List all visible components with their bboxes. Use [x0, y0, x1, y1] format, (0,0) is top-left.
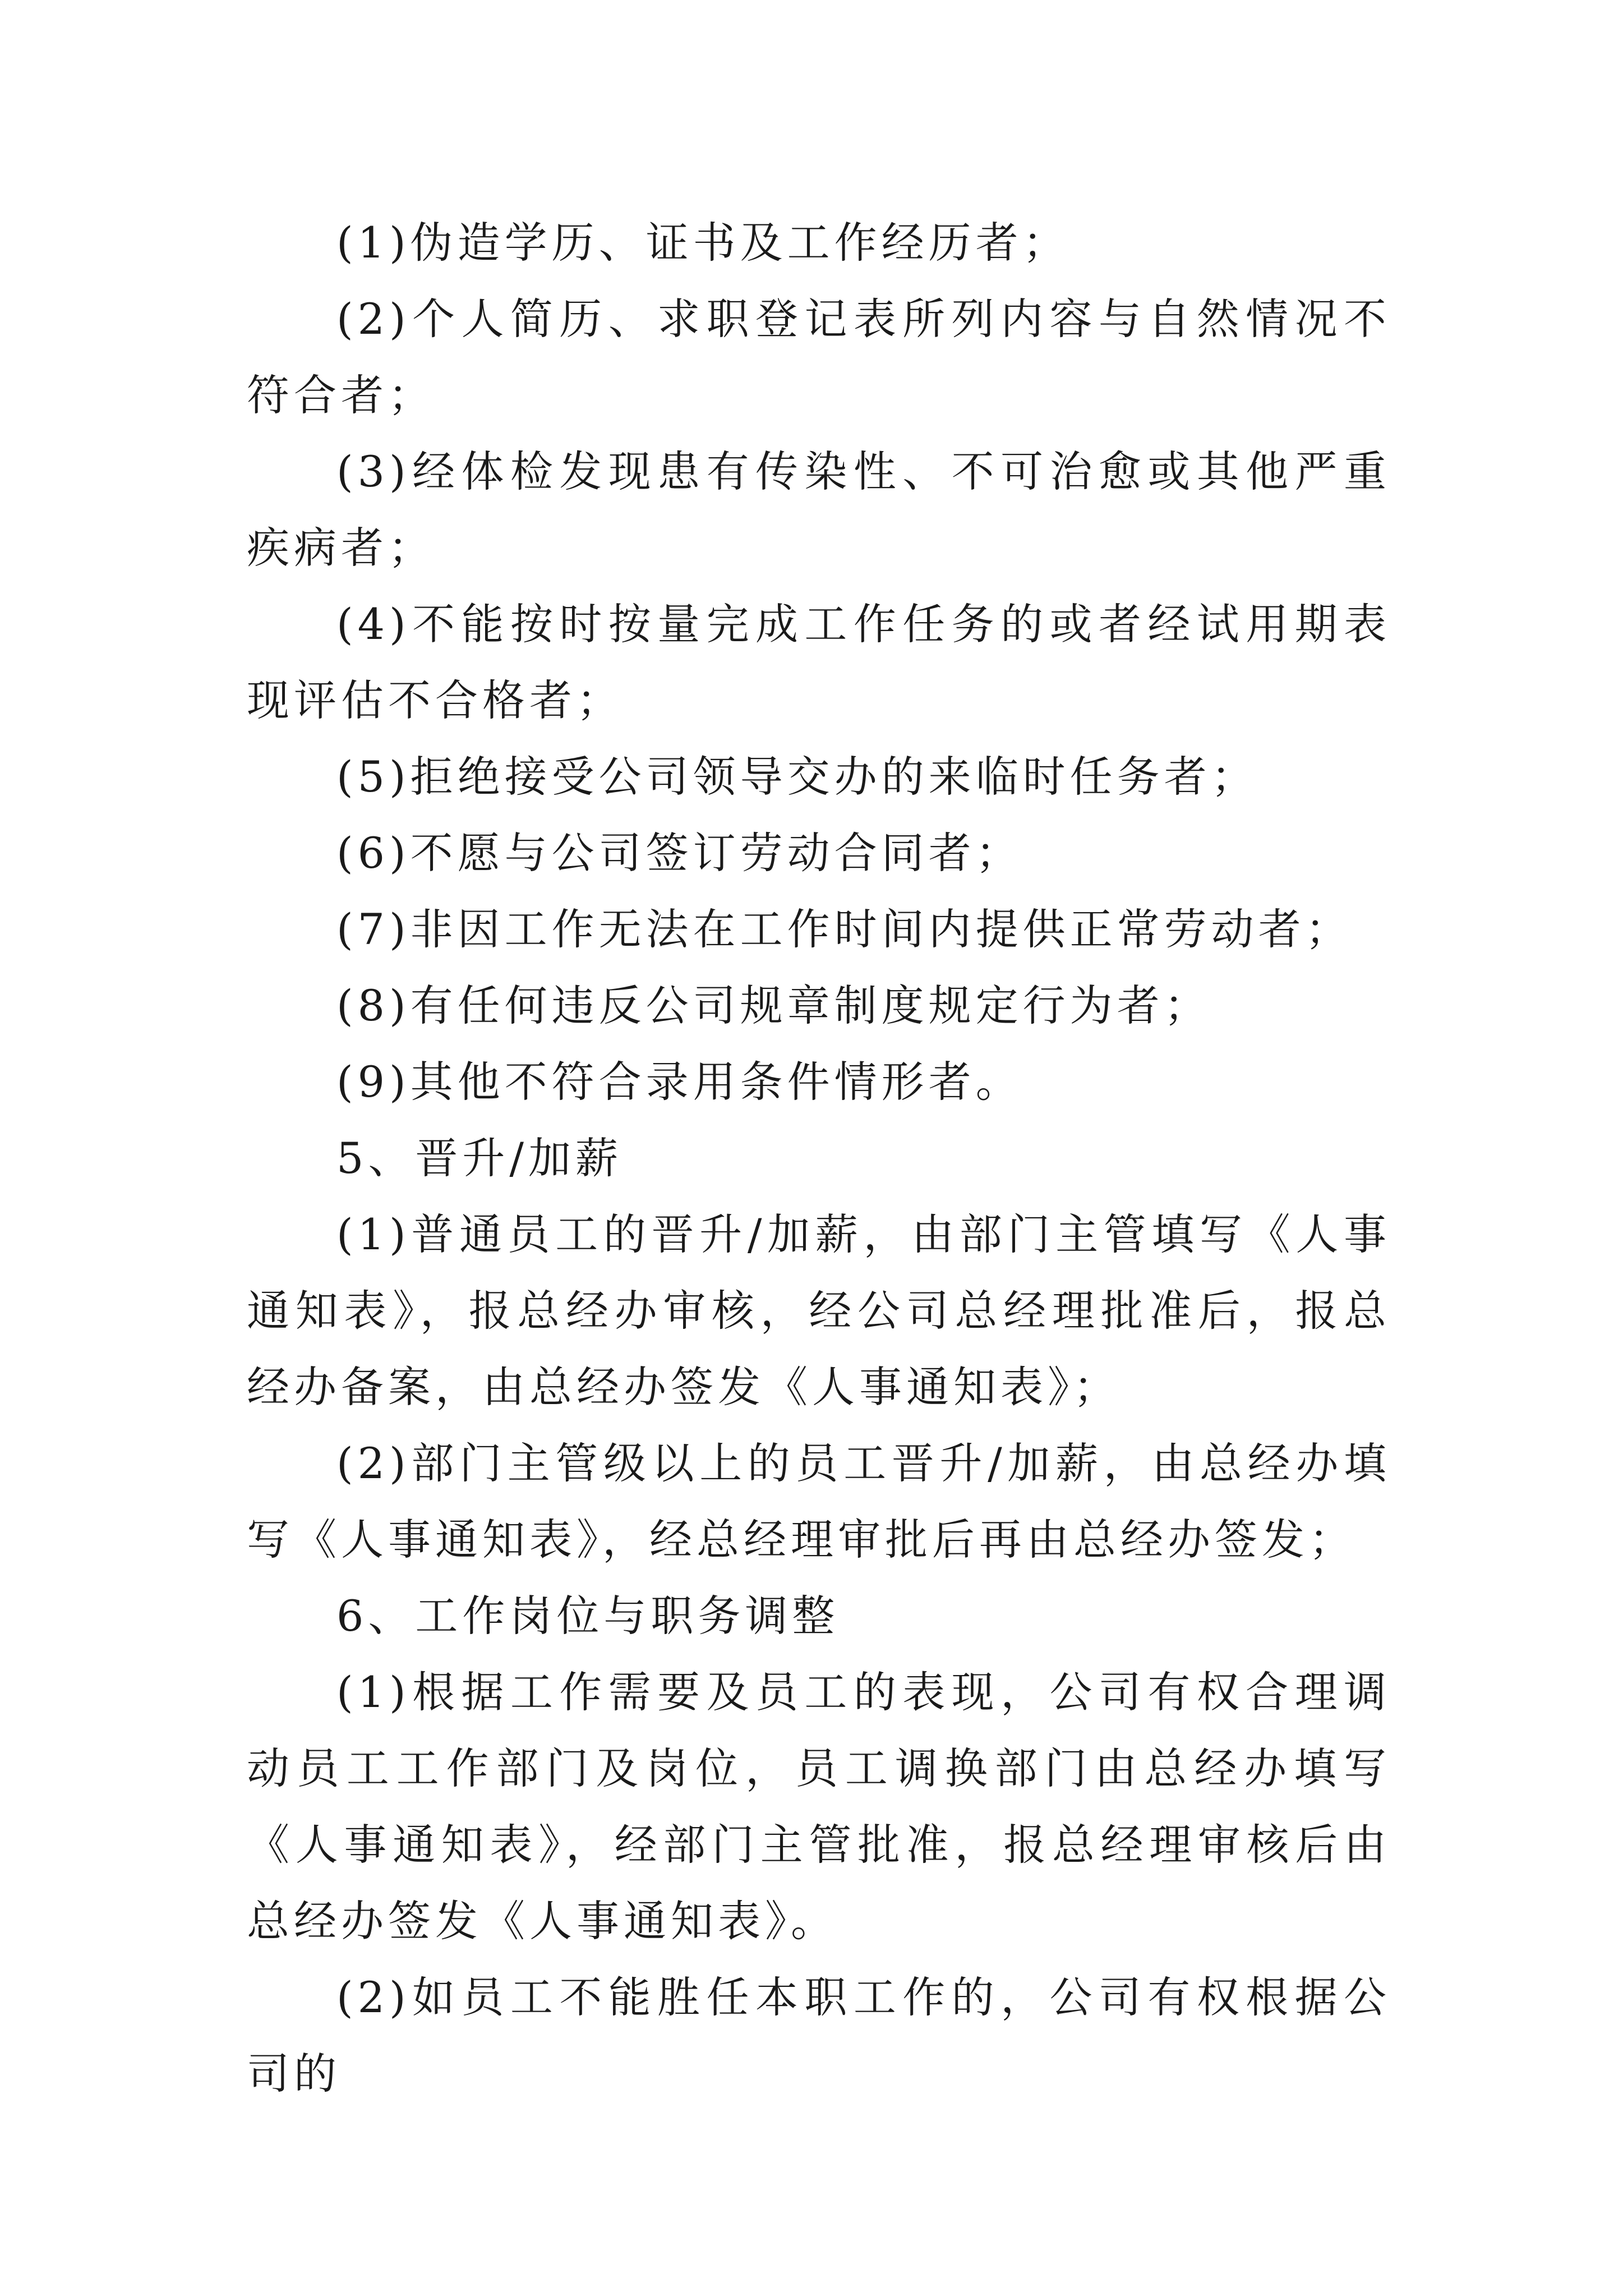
- clause-5-refuse-tasks: (5)拒绝接受公司领导交办的来临时任务者；: [336, 752, 1258, 802]
- document-body: [247, 205, 1391, 2112]
- promotion-clause-1: (1)普通员工的晋升/加薪，由部门主管填写《人事通知表》，报总经办审核，经公司总经理批准后，报总经办备案，由总经办签发《人事通知表》；: [247, 1209, 1391, 1412]
- clause-3-medical-condition: (3)经体检发现患有传染性、不可治愈或其他严重疾病者；: [247, 447, 1391, 573]
- clause-7-unable-to-work: (7)非因工作无法在工作时间内提供正常劳动者；: [336, 904, 1353, 954]
- section-heading-job-adjustment: 6、工作岗位与职务调整: [336, 1591, 840, 1641]
- clause-6-no-contract: (6)不愿与公司签订劳动合同者；: [336, 828, 1023, 878]
- clause-1-forged-credentials: (1)伪造学历、证书及工作经历者；: [336, 218, 1070, 268]
- clause-2-resume-mismatch: (2)个人简历、求职登记表所列内容与自然情况不符合者；: [247, 294, 1391, 420]
- clause-4-probation-failure: (4)不能按时按量完成工作任务的或者经试用期表现评估不合格者；: [247, 599, 1391, 725]
- adjustment-clause-1: (1)根据工作需要及员工的表现，公司有权合理调动员工工作部门及岗位，员工调换部门由总经办填写《人事通知表》，经部门主管批准，报总经理审核后由总经办签发《人事通知表》。: [247, 1667, 1391, 1946]
- adjustment-clause-2: (2)如员工不能胜任本职工作的，公司有权根据公司的: [247, 1972, 1391, 2099]
- section-heading-promotion: 5、晋升/加薪: [336, 1133, 623, 1183]
- clause-9-other: (9)其他不符合录用条件情形者。: [336, 1057, 1023, 1107]
- promotion-clause-2: (2)部门主管级以上的员工晋升/加薪，由总经办填写《人事通知表》，经总经理审批后再由总经办签发；: [247, 1438, 1391, 1565]
- clause-8-rule-violation: (8)有任何违反公司规章制度规定行为者；: [336, 981, 1211, 1030]
